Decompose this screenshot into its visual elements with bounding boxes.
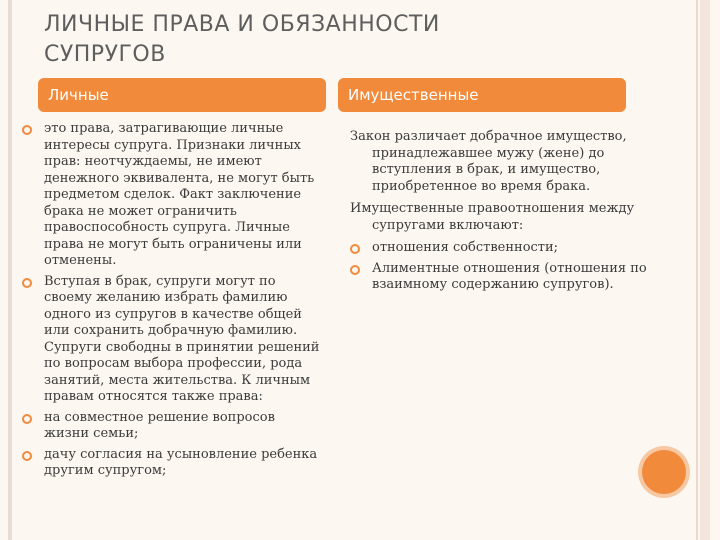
list-item-text: на совместное решение вопросов жизни семьи; [44, 409, 275, 441]
prenuptial-property-paragraph: Закон различает добрачное имущество, принадлежавшее мужу (жене) до вступления в брак, и имущество, приобретенное во время брака. [350, 129, 627, 194]
list-item [22, 274, 322, 406]
list-item-text: это права, затрагивающие личные интересы супруга. Признаки личных прав: неотчуждаемы, не имеют денежного эквивалента, не могут быть предметом сделок. Факт заключение брака не может ограничить правоспособность супруга. Личные права не могут быть ограничены или отменены. [44, 121, 315, 268]
property-rights-header [338, 78, 626, 112]
personal-rights-header-label: Личные [48, 86, 109, 104]
title-line-2: СУПРУГОВ [44, 42, 166, 67]
property-relations-paragraph: Имущественные правоотношения между супругами включают: [350, 201, 635, 233]
title-line-1: ЛИЧНЫЕ ПРАВА И ОБЯЗАННОСТИ [44, 12, 440, 37]
list-item [350, 240, 670, 257]
list-item [22, 410, 322, 443]
bullet-icon [22, 414, 32, 424]
bullet-icon [350, 244, 360, 254]
list-item [350, 261, 670, 294]
list-item [22, 447, 322, 480]
decorative-circle [642, 450, 686, 494]
right-border-line [696, 0, 698, 540]
bullet-icon [350, 265, 360, 275]
personal-rights-column [22, 121, 322, 484]
list-item-text: дачу согласия на усыновление ребенка другим супругом; [44, 446, 318, 478]
list-item-text: отношения собственности; [372, 240, 559, 255]
bullet-icon [22, 451, 32, 461]
left-border-stripe [8, 0, 12, 540]
property-rights-header-label: Имущественные [348, 86, 479, 104]
bullet-icon [22, 125, 32, 135]
right-border-stripe [700, 0, 710, 540]
personal-rights-header [38, 78, 326, 112]
list-item [22, 121, 322, 270]
property-rights-column [350, 129, 670, 298]
list-item-text: Алиментные отношения (отношения по взаимному содержанию супругов). [372, 260, 647, 292]
bullet-icon [22, 278, 32, 288]
slide-title [44, 10, 644, 70]
list-item-text: Вступая в брак, супруги могут по своему желанию избрать фамилию одного из супругов в качестве общей или сохранить добрачную фамилию. Супруги свободны в принятии решений по вопросам выбора профессии, рода занятий, места жительства. К личным правам относятся также права: [44, 273, 320, 404]
